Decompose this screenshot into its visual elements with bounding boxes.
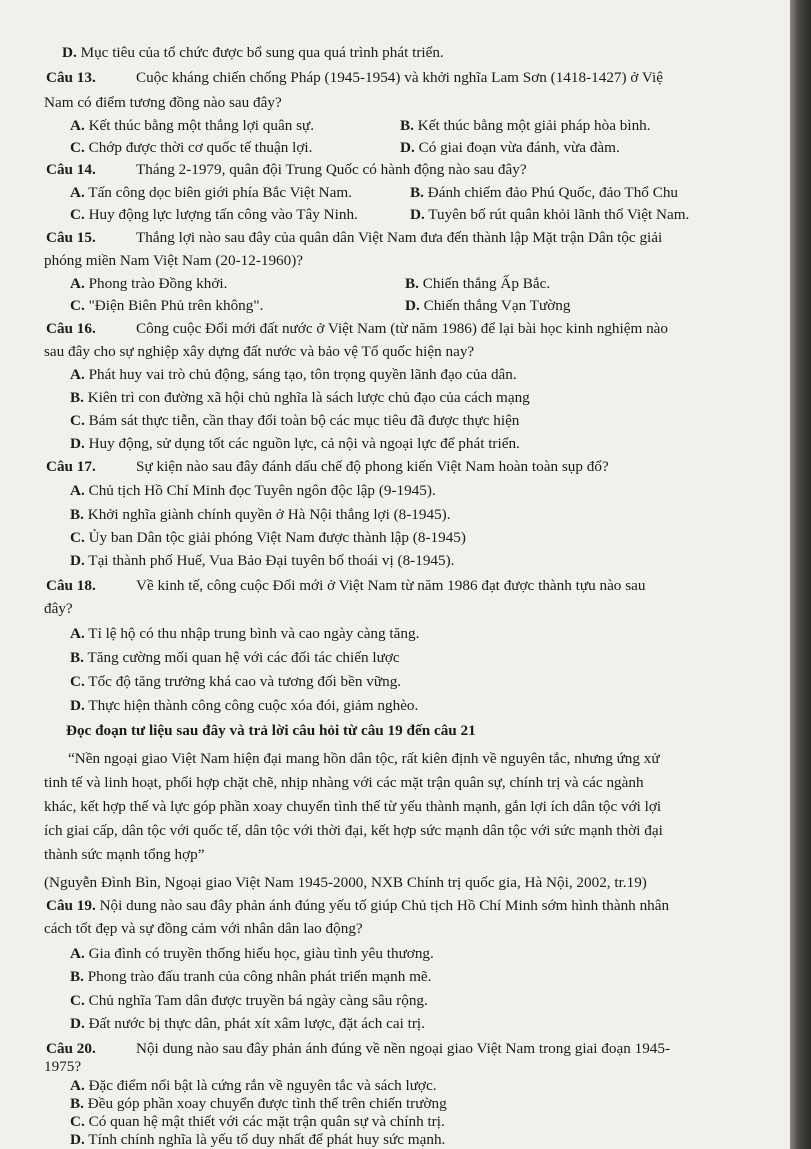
page-edge-shadow	[790, 0, 811, 1149]
q13-option-b: B. Kết thúc bằng một giải pháp hòa bình.	[400, 117, 651, 134]
q20-option-a: A. Đặc điểm nổi bật là cứng rắn về nguyên tắc và sách lược.	[70, 1076, 437, 1094]
quote-line-5: thành sức mạnh tổng hợp”	[44, 846, 205, 863]
q15-option-d: D. Chiến thắng Vạn Tường	[405, 297, 571, 314]
q15-option-b: B. Chiến thắng Ấp Bắc.	[405, 275, 551, 292]
quote-source: (Nguyễn Đình Bìn, Ngoại giao Việt Nam 1945-2000, NXB Chính trị quốc gia, Hà Nội, 2002, tr.19)	[44, 874, 647, 891]
q19-option-b: B. Phong trào đấu tranh của công nhân phát triển mạnh mẽ.	[70, 968, 432, 985]
q13-option-d: D. Có giai đoạn vừa đánh, vừa đàm.	[400, 139, 620, 156]
q14-option-d: D. Tuyên bố rút quân khỏi lãnh thổ Việt Nam.	[410, 206, 690, 223]
q15-stem: Câu 15. Thắng lợi nào sau đây của quân dân Việt Nam đưa đến thành lập Mặt trận Dân tộc giải	[46, 229, 663, 246]
q14-option-b: B. Đánh chiếm đảo Phú Quốc, đảo Thổ Chu	[410, 184, 679, 201]
q13-option-a: A. Kết thúc bằng một thắng lợi quân sự.	[70, 117, 315, 134]
q19-stem: Câu 19. Nội dung nào sau đây phản ánh đúng yếu tố giúp Chủ tịch Hồ Chí Minh sớm hình thành nhân	[46, 897, 670, 914]
q17-stem: Câu 17. Sự kiện nào sau đây đánh dấu chế độ phong kiến Việt Nam hoàn toàn sụp đổ?	[46, 458, 609, 475]
reading-heading: Đọc đoạn tư liệu sau đây và trả lời câu hỏi từ câu 19 đến câu 21	[66, 722, 476, 739]
q16-stem-cont: sau đây cho sự nghiệp xây dựng đất nước và bảo vệ Tổ quốc hiện nay?	[44, 343, 475, 360]
q18-stem-cont: đây?	[44, 600, 73, 617]
q12-option-d: D. Mục tiêu của tổ chức được bổ sung qua quá trình phát triển.	[62, 44, 444, 61]
q18-option-a: A. Tỉ lệ hộ có thu nhập trung bình và cao ngày càng tăng.	[70, 625, 420, 642]
q16-option-d: D. Huy động, sử dụng tốt các nguồn lực, cả nội và ngoại lực để phát triển.	[70, 435, 520, 452]
q14-stem: Câu 14. Tháng 2-1979, quân đội Trung Quốc có hành động nào sau đây?	[46, 161, 527, 178]
q16-option-a: A. Phát huy vai trò chủ động, sáng tạo, tôn trọng quyền lãnh đạo của dân.	[70, 366, 517, 383]
q17-option-b: B. Khởi nghĩa giành chính quyền ở Hà Nội thắng lợi (8-1945).	[70, 506, 451, 523]
q19-option-c: C. Chủ nghĩa Tam dân được truyền bá ngày càng sâu rộng.	[70, 992, 428, 1009]
q17-option-a: A. Chủ tịch Hồ Chí Minh đọc Tuyên ngôn độc lập (9-1945).	[70, 482, 436, 499]
q17-option-c: C. Ủy ban Dân tộc giải phóng Việt Nam được thành lập (8-1945)	[70, 529, 466, 546]
quote-line-1: “Nền ngoại giao Việt Nam hiện đại mang hồn dân tộc, rất kiên định về nguyên tắc, nhưng ứng xử	[68, 750, 660, 767]
q19-option-a: A. Gia đình có truyền thống hiếu học, giàu tình yêu thương.	[70, 945, 434, 962]
q16-option-b: B. Kiên trì con đường xã hội chủ nghĩa là sách lược chủ đạo của cách mạng	[70, 389, 530, 406]
q13-option-c: C. Chớp được thời cơ quốc tế thuận lợi.	[70, 139, 313, 156]
q20-option-c: C. Có quan hệ mật thiết với các mặt trận quân sự và chính trị.	[70, 1112, 445, 1130]
q19-option-d: D. Đất nước bị thực dân, phát xít xâm lược, đặt ách cai trị.	[70, 1015, 425, 1032]
q16-stem: Câu 16. Công cuộc Đổi mới đất nước ở Việt Nam (từ năm 1986) để lại bài học kinh nghiệm nào	[46, 320, 669, 337]
q19-stem-cont: cách tốt đẹp và sự đồng cảm với nhân dân lao động?	[44, 920, 363, 937]
q20-stem: Câu 20. Nội dung nào sau đây phản ánh đúng về nền ngoại giao Việt Nam trong giai đoạn 1945-	[46, 1040, 671, 1057]
q20-option-d: D. Tính chính nghĩa là yếu tố duy nhất để phát huy sức mạnh.	[70, 1130, 446, 1148]
q14-option-a: A. Tấn công dọc biên giới phía Bắc Việt Nam.	[70, 184, 352, 201]
q15-option-c: C. "Điện Biên Phủ trên không".	[70, 297, 264, 314]
q18-stem: Câu 18. Về kinh tế, công cuộc Đổi mới ở Việt Nam từ năm 1986 đạt được thành tựu nào sau	[46, 577, 646, 594]
q17-option-d: D. Tại thành phố Huế, Vua Bảo Đại tuyên bố thoái vị (8-1945).	[70, 552, 455, 569]
q14-option-c: C. Huy động lực lượng tấn công vào Tây Ninh.	[70, 206, 358, 223]
q15-stem-cont: phóng miền Nam Việt Nam (20-12-1960)?	[44, 252, 304, 269]
q13-stem: Câu 13. Cuộc kháng chiến chống Pháp (1945-1954) và khởi nghĩa Lam Sơn (1418-1427) ở Việ	[46, 69, 663, 86]
q18-option-c: C. Tốc độ tăng trưởng khá cao và tương đối bền vững.	[70, 673, 402, 690]
q18-option-b: B. Tăng cường mối quan hệ với các đối tác chiến lược	[70, 649, 400, 666]
quote-line-2: tinh tế và linh hoạt, phối hợp chặt chẽ, nhịp nhàng với các mặt trận quân sự, chính trị và các ngành	[44, 774, 644, 791]
q15-option-a: A. Phong trào Đồng khởi.	[70, 275, 228, 292]
quote-line-3: khác, kết hợp thế và lực góp phần xoay chuyển tình thế từ yếu thành mạnh, gắn lợi ích dân tộc với lợi	[44, 798, 662, 815]
quote-line-4: ích giai cấp, dân tộc với quốc tế, dân tộc với thời đại, kết hợp sức mạnh dân tộc với sức mạnh thời đại	[44, 822, 663, 839]
q20-stem-cont: 1975?	[44, 1058, 82, 1076]
q18-option-d: D. Thực hiện thành công công cuộc xóa đói, giảm nghèo.	[70, 697, 419, 714]
q13-stem-cont: Nam có điểm tương đồng nào sau đây?	[44, 94, 282, 111]
q16-option-c: C. Bám sát thực tiễn, cần thay đổi toàn bộ các mục tiêu đã được thực hiện	[70, 412, 520, 429]
q20-option-b: B. Đều góp phần xoay chuyển được tình thế trên chiến trường	[70, 1094, 447, 1112]
